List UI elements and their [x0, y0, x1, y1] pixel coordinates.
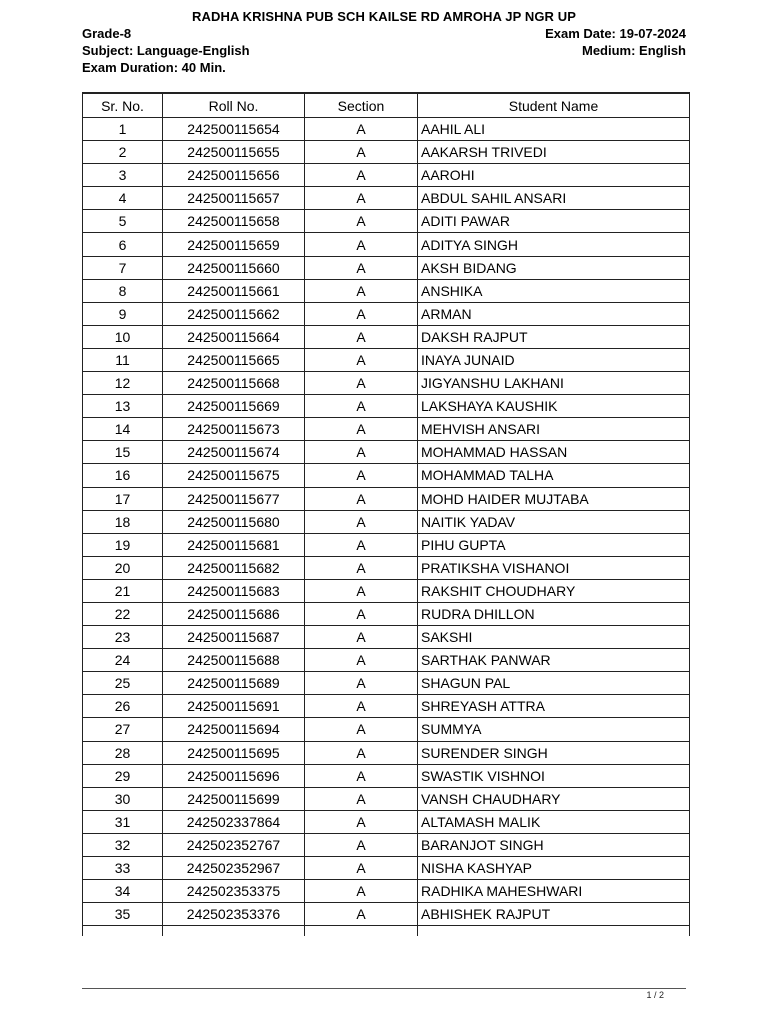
section-cell: A — [305, 325, 418, 348]
student-name-cell: SURENDER SINGH — [418, 741, 690, 764]
student-name-cell: INAYA JUNAID — [418, 348, 690, 371]
section-cell: A — [305, 187, 418, 210]
roll-no-cell: 242502352767 — [163, 833, 305, 856]
table-cell — [418, 926, 690, 937]
table-row — [83, 418, 690, 441]
table-row — [83, 579, 690, 602]
school-title: RADHA KRISHNA PUB SCH KAILSE RD AMROHA JP NGR UP — [192, 9, 576, 24]
sr-no-cell: 24 — [83, 649, 163, 672]
student-name-cell: SHAGUN PAL — [418, 672, 690, 695]
section-cell: A — [305, 441, 418, 464]
table-row — [83, 187, 690, 210]
roll-no-cell: 242500115691 — [163, 695, 305, 718]
student-name-cell: AKSH BIDANG — [418, 256, 690, 279]
table-row — [83, 556, 690, 579]
student-name-cell: JIGYANSHU LAKHANI — [418, 372, 690, 395]
exam-meta-right — [545, 25, 686, 59]
student-name-cell: SHREYASH ATTRA — [418, 695, 690, 718]
student-name-cell: ARMAN — [418, 302, 690, 325]
student-name-cell: ADITI PAWAR — [418, 210, 690, 233]
student-name-cell: AAKARSH TRIVEDI — [418, 141, 690, 164]
roll-no-cell: 242500115658 — [163, 210, 305, 233]
section-cell: A — [305, 695, 418, 718]
table-row — [83, 464, 690, 487]
student-name-cell: VANSH CHAUDHARY — [418, 787, 690, 810]
sr-no-cell: 19 — [83, 533, 163, 556]
table-row — [83, 487, 690, 510]
student-name-cell: NAITIK YADAV — [418, 510, 690, 533]
section-cell: A — [305, 672, 418, 695]
sr-no-cell: 4 — [83, 187, 163, 210]
roll-no-cell: 242502353376 — [163, 903, 305, 926]
roll-no-cell: 242500115695 — [163, 741, 305, 764]
sr-no-cell: 30 — [83, 787, 163, 810]
table-row — [83, 602, 690, 625]
sr-no-cell: 29 — [83, 764, 163, 787]
sr-no-cell: 9 — [83, 302, 163, 325]
table-row — [83, 672, 690, 695]
student-name-cell: RAKSHIT CHOUDHARY — [418, 579, 690, 602]
sr-no-cell: 2 — [83, 141, 163, 164]
section-cell: A — [305, 833, 418, 856]
sr-no-cell: 8 — [83, 279, 163, 302]
section-cell: A — [305, 533, 418, 556]
student-name-cell: SWASTIK VISHNOI — [418, 764, 690, 787]
table-row — [83, 395, 690, 418]
student-name-cell: PIHU GUPTA — [418, 533, 690, 556]
roll-no-cell: 242500115681 — [163, 533, 305, 556]
roll-no-cell: 242500115661 — [163, 279, 305, 302]
section-cell: A — [305, 741, 418, 764]
sr-no-cell: 17 — [83, 487, 163, 510]
table-row — [83, 325, 690, 348]
table-row — [83, 510, 690, 533]
roll-no-cell: 242500115688 — [163, 649, 305, 672]
roll-no-cell: 242500115657 — [163, 187, 305, 210]
roll-no-cell: 242500115659 — [163, 233, 305, 256]
roll-no-cell: 242500115660 — [163, 256, 305, 279]
grade-label: Grade-8 — [82, 26, 132, 41]
table-body — [83, 118, 690, 926]
sr-no-cell: 16 — [83, 464, 163, 487]
column-header-section: Section — [305, 93, 418, 118]
sr-no-cell: 13 — [83, 395, 163, 418]
roll-no-cell: 242500115675 — [163, 464, 305, 487]
exam-date-label: Exam Date: 19-07-2024 — [545, 26, 686, 41]
student-name-cell: RUDRA DHILLON — [418, 602, 690, 625]
section-cell: A — [305, 164, 418, 187]
section-cell: A — [305, 810, 418, 833]
section-cell: A — [305, 348, 418, 371]
footer-divider — [82, 988, 686, 989]
section-cell: A — [305, 279, 418, 302]
roll-no-cell: 242500115669 — [163, 395, 305, 418]
student-name-cell: AAHIL ALI — [418, 118, 690, 141]
roll-no-cell: 242500115682 — [163, 556, 305, 579]
table-row — [83, 810, 690, 833]
sr-no-cell: 27 — [83, 718, 163, 741]
sr-no-cell: 35 — [83, 903, 163, 926]
sr-no-cell: 10 — [83, 325, 163, 348]
sr-no-cell: 14 — [83, 418, 163, 441]
student-name-cell: MOHD HAIDER MUJTABA — [418, 487, 690, 510]
section-cell: A — [305, 118, 418, 141]
table-row — [83, 857, 690, 880]
sr-no-cell: 23 — [83, 626, 163, 649]
roll-no-cell: 242500115687 — [163, 626, 305, 649]
section-cell: A — [305, 764, 418, 787]
student-name-cell: RADHIKA MAHESHWARI — [418, 880, 690, 903]
table-row — [83, 302, 690, 325]
section-cell: A — [305, 372, 418, 395]
roll-no-cell: 242500115680 — [163, 510, 305, 533]
roll-no-cell: 242500115699 — [163, 787, 305, 810]
section-cell: A — [305, 210, 418, 233]
column-header-roll-no: Roll No. — [163, 93, 305, 118]
column-header-sr-no: Sr. No. — [83, 93, 163, 118]
roll-no-cell: 242500115683 — [163, 579, 305, 602]
section-cell: A — [305, 903, 418, 926]
table-row — [83, 764, 690, 787]
table-row — [83, 787, 690, 810]
section-cell: A — [305, 649, 418, 672]
table-row — [83, 141, 690, 164]
roll-no-cell: 242500115664 — [163, 325, 305, 348]
table-cell — [163, 926, 305, 937]
sr-no-cell: 28 — [83, 741, 163, 764]
table-row — [83, 626, 690, 649]
student-name-cell: BARANJOT SINGH — [418, 833, 690, 856]
student-name-cell: DAKSH RAJPUT — [418, 325, 690, 348]
section-cell: A — [305, 602, 418, 625]
table-row — [83, 210, 690, 233]
sr-no-cell: 26 — [83, 695, 163, 718]
table-row — [83, 256, 690, 279]
sr-no-cell: 6 — [83, 233, 163, 256]
roll-no-cell: 242500115673 — [163, 418, 305, 441]
roll-no-cell: 242500115694 — [163, 718, 305, 741]
duration-label: Exam Duration: 40 Min. — [82, 60, 226, 75]
section-cell: A — [305, 302, 418, 325]
table-cell — [83, 926, 163, 937]
roll-no-cell: 242500115656 — [163, 164, 305, 187]
table-continuation-row — [83, 926, 690, 937]
table-cell — [305, 926, 418, 937]
student-table — [82, 92, 690, 936]
table-row — [83, 279, 690, 302]
sr-no-cell: 1 — [83, 118, 163, 141]
roll-no-cell: 242500115662 — [163, 302, 305, 325]
sr-no-cell: 33 — [83, 857, 163, 880]
student-name-cell: ABDUL SAHIL ANSARI — [418, 187, 690, 210]
page-number: 1 / 2 — [646, 990, 664, 1000]
table-row — [83, 741, 690, 764]
sr-no-cell: 34 — [83, 880, 163, 903]
section-cell: A — [305, 880, 418, 903]
roll-no-cell: 242500115686 — [163, 602, 305, 625]
table-row — [83, 164, 690, 187]
student-name-cell: ADITYA SINGH — [418, 233, 690, 256]
sr-no-cell: 31 — [83, 810, 163, 833]
table-row — [83, 372, 690, 395]
student-name-cell: ABHISHEK RAJPUT — [418, 903, 690, 926]
section-cell: A — [305, 718, 418, 741]
sr-no-cell: 7 — [83, 256, 163, 279]
section-cell: A — [305, 487, 418, 510]
table-row — [83, 441, 690, 464]
sr-no-cell: 11 — [83, 348, 163, 371]
table-row — [83, 695, 690, 718]
section-cell: A — [305, 579, 418, 602]
exam-meta-left — [82, 25, 250, 76]
section-cell: A — [305, 510, 418, 533]
student-name-cell: MEHVISH ANSARI — [418, 418, 690, 441]
student-name-cell: ALTAMASH MALIK — [418, 810, 690, 833]
sr-no-cell: 3 — [83, 164, 163, 187]
subject-label: Subject: Language-English — [82, 43, 250, 58]
sr-no-cell: 20 — [83, 556, 163, 579]
section-cell: A — [305, 418, 418, 441]
section-cell: A — [305, 256, 418, 279]
student-name-cell: SARTHAK PANWAR — [418, 649, 690, 672]
student-name-cell: AAROHI — [418, 164, 690, 187]
table-row — [83, 118, 690, 141]
section-cell: A — [305, 141, 418, 164]
sr-no-cell: 21 — [83, 579, 163, 602]
student-table-container — [82, 92, 689, 936]
roll-no-cell: 242500115655 — [163, 141, 305, 164]
roll-no-cell: 242500115654 — [163, 118, 305, 141]
sr-no-cell: 18 — [83, 510, 163, 533]
section-cell: A — [305, 787, 418, 810]
table-row — [83, 233, 690, 256]
roll-no-cell: 242502352967 — [163, 857, 305, 880]
student-name-cell: ANSHIKA — [418, 279, 690, 302]
roll-no-cell: 242500115677 — [163, 487, 305, 510]
sr-no-cell: 32 — [83, 833, 163, 856]
student-name-cell: NISHA KASHYAP — [418, 857, 690, 880]
roll-no-cell: 242500115665 — [163, 348, 305, 371]
student-name-cell: SUMMYA — [418, 718, 690, 741]
section-cell: A — [305, 233, 418, 256]
medium-label: Medium: English — [582, 43, 686, 58]
sr-no-cell: 5 — [83, 210, 163, 233]
sr-no-cell: 22 — [83, 602, 163, 625]
table-row — [83, 718, 690, 741]
roll-no-cell: 242500115696 — [163, 764, 305, 787]
sr-no-cell: 12 — [83, 372, 163, 395]
table-header-row — [83, 93, 690, 118]
table-row — [83, 649, 690, 672]
student-name-cell: PRATIKSHA VISHANOI — [418, 556, 690, 579]
roll-no-cell: 242500115674 — [163, 441, 305, 464]
table-row — [83, 903, 690, 926]
sr-no-cell: 25 — [83, 672, 163, 695]
student-name-cell: LAKSHAYA KAUSHIK — [418, 395, 690, 418]
section-cell: A — [305, 626, 418, 649]
roll-no-cell: 242502353375 — [163, 880, 305, 903]
roll-no-cell: 242502337864 — [163, 810, 305, 833]
student-name-cell: MOHAMMAD TALHA — [418, 464, 690, 487]
roll-no-cell: 242500115668 — [163, 372, 305, 395]
column-header-student-name: Student Name — [418, 93, 690, 118]
section-cell: A — [305, 556, 418, 579]
section-cell: A — [305, 857, 418, 880]
table-row — [83, 880, 690, 903]
student-name-cell: SAKSHI — [418, 626, 690, 649]
roll-no-cell: 242500115689 — [163, 672, 305, 695]
section-cell: A — [305, 464, 418, 487]
student-name-cell: MOHAMMAD HASSAN — [418, 441, 690, 464]
sr-no-cell: 15 — [83, 441, 163, 464]
table-row — [83, 533, 690, 556]
table-row — [83, 348, 690, 371]
section-cell: A — [305, 395, 418, 418]
table-row — [83, 833, 690, 856]
